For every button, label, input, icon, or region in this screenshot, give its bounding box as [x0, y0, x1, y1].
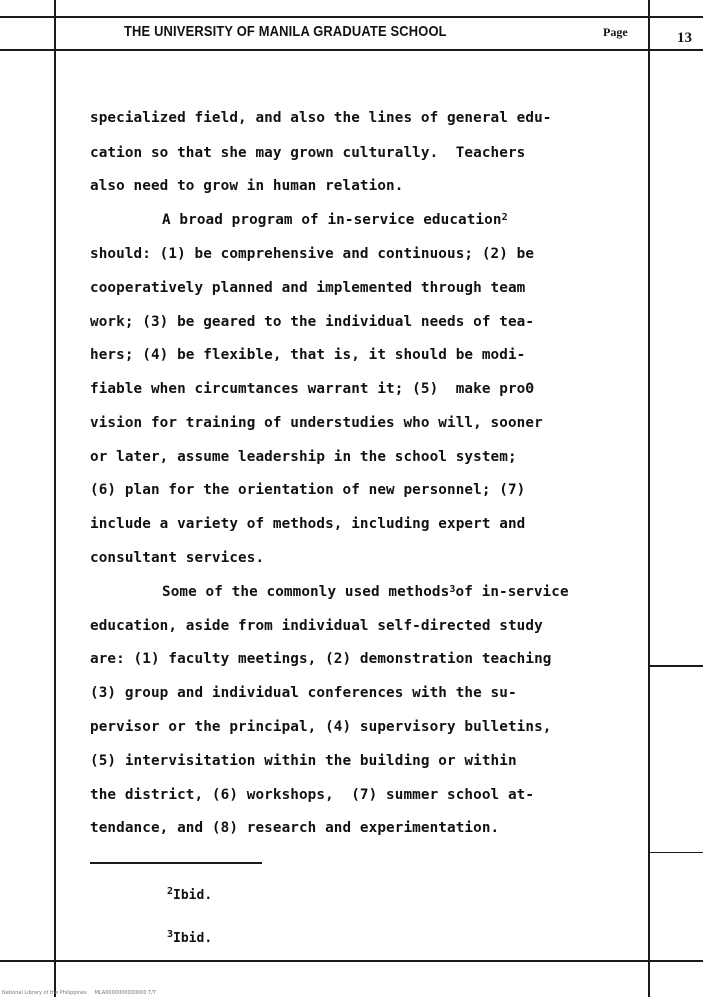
margin-rule-left — [54, 0, 56, 997]
right-strip-rule-2 — [650, 852, 703, 853]
text-line: work; (3) be geared to the individual needs of tea- — [90, 314, 535, 330]
text-line — [162, 212, 508, 228]
header-title: THE UNIVERSITY OF MANILA GRADUATE SCHOOL — [124, 23, 447, 40]
text-line: are: (1) faculty meetings, (2) demonstration teaching — [90, 651, 552, 667]
footnote-ref: 2 — [501, 212, 508, 223]
footnote-separator — [90, 862, 262, 864]
text-line: specialized field, and also the lines of general edu- — [90, 110, 552, 126]
text-line: hers; (4) be flexible, that is, it should be modi- — [90, 347, 526, 363]
text-line: should: (1) be comprehensive and continuous; (2) be — [90, 246, 535, 262]
footnote — [167, 888, 212, 903]
margin-rule-right — [648, 0, 650, 997]
page-number: 13 — [677, 30, 692, 46]
text-line: fiable when circumtances warrant it; (5) make proΘ — [90, 381, 535, 397]
footnote-text: Ibid. — [173, 888, 213, 903]
footnote-marker: 3 — [167, 929, 174, 940]
footer-rule — [0, 960, 703, 962]
footnote-ref: 3 — [449, 584, 456, 595]
text-line: consultant services. — [90, 550, 265, 566]
text-line: vision for training of understudies who will, sooner — [90, 415, 543, 431]
text-line: education, aside from individual self-directed study — [90, 618, 543, 634]
text-line: (5) intervisitation within the building or within — [90, 753, 517, 769]
text-line: (3) group and individual conferences with the su- — [90, 685, 517, 701]
text-line: include a variety of methods, including expert and — [90, 516, 526, 532]
text-line: the district, (6) workshops, (7) summer school at- — [90, 787, 535, 803]
text-line: or later, assume leadership in the school system; — [90, 449, 517, 465]
footnote-marker: 2 — [167, 886, 174, 897]
header-page-label: Page — [603, 25, 628, 39]
header-rule-bottom — [0, 49, 703, 51]
text-line: pervisor or the principal, (4) supervisory bulletins, — [90, 719, 552, 735]
footnote-text: Ibid. — [173, 931, 213, 946]
text-line — [162, 584, 569, 600]
footnote — [167, 931, 212, 946]
text-line: (6) plan for the orientation of new personnel; (7) — [90, 482, 526, 498]
paragraph-lead-rest: of in-service — [455, 584, 569, 600]
header-rule-top — [0, 16, 703, 18]
text-line: cation so that she may grown culturally. Teachers — [90, 145, 526, 161]
paragraph-lead: Some of the commonly used methods — [162, 584, 450, 600]
paragraph-lead: A broad program of in-service education — [162, 212, 502, 228]
text-line: cooperatively planned and implemented through team — [90, 280, 526, 296]
footer-caption: National Library of the Philippines MLA0000000000000 T/T — [2, 990, 156, 996]
text-line: tendance, and (8) research and experimentation. — [90, 820, 500, 836]
text-line: also need to grow in human relation. — [90, 178, 404, 194]
right-strip-rule-1 — [650, 665, 703, 667]
